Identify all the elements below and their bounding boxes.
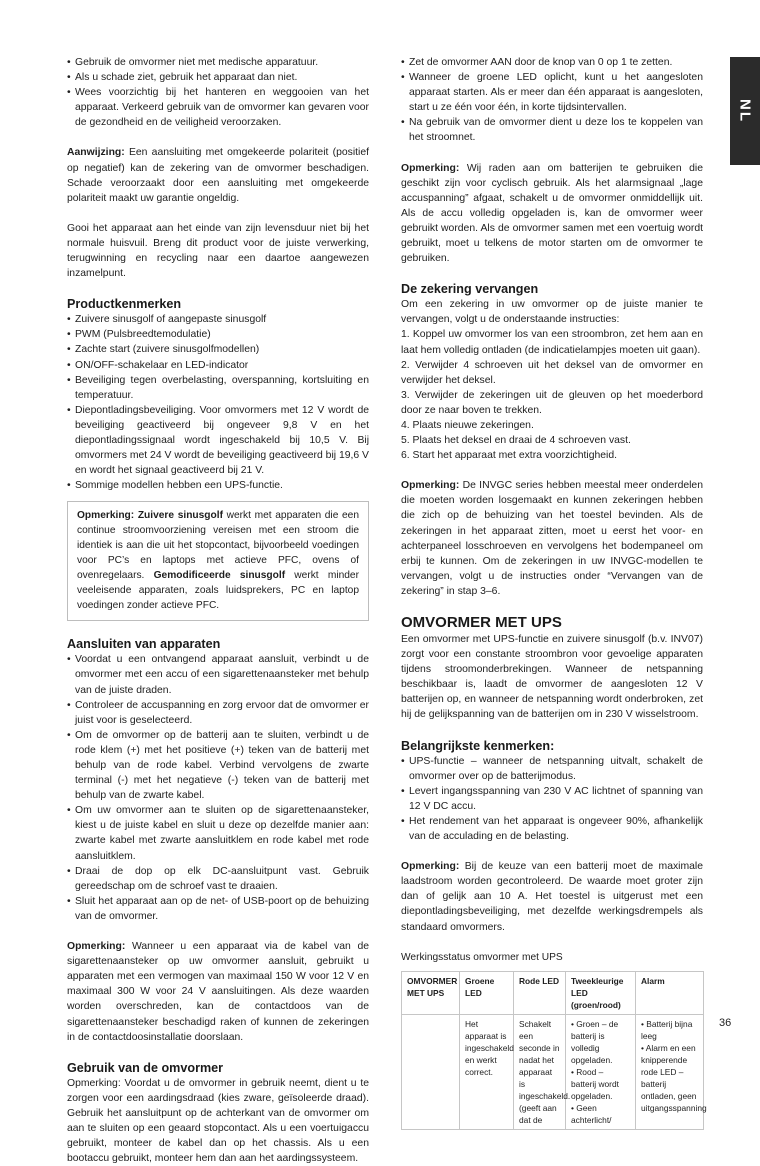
table-header-row bbox=[402, 971, 704, 1014]
table-header-cell: Rode LED bbox=[514, 971, 566, 1014]
polarity-text: Een aansluiting met omgekeerde polariteit (positief op negatief) kan de zekering van de omvormer beschadigen. Schade veroorzaakt door een aansluiting met omgekeerde polariteit maakt uw garantie ongeldig. bbox=[67, 147, 370, 204]
sine-wave-note-box bbox=[67, 501, 369, 621]
sine-note-text-1: werkt met apparaten die een continue stroomvoorziening vereisen met een stroom die identiek is aan die uit het stopcontact, bijvoorbeeld voedingen voor PC’s en laptops met actieve PFC, ovens of ovenregelaars. bbox=[77, 510, 359, 582]
connect-list bbox=[67, 652, 369, 924]
language-tab-label: NL bbox=[736, 99, 754, 123]
list-item: • Het rendement van het apparaat is ongeveer 90%, afhankelijk van de acculading en de belasting. bbox=[401, 814, 703, 844]
connect-note bbox=[67, 939, 369, 1045]
features-heading: Productkenmerken bbox=[67, 297, 182, 312]
list-item: • Wanneer de groene LED oplicht, kunt u het aangesloten apparaat starten. Als er meer dan één apparaat is aangesloten, start u ze één voor één, in korte tijdsintervallen. bbox=[401, 70, 703, 115]
table-cell: Het apparaat is ingeschakeld en werkt correct. bbox=[460, 1014, 514, 1129]
list-item: • Gebruik de omvormer niet met medische apparatuur. bbox=[67, 55, 369, 70]
list-item: • Diepontladingsbeveiliging. Voor omvormers met 12 V wordt de beveiliging geactiveerd bij ongeveer 9,8 V en het diepontladingssignaal wordt ingeschakeld bij 10,5 V. Bij omvormers met 24 V wordt de beveiliging geactiveerd bij 19,6 V en wordt het signaal geactiveerd bij 21 V. bbox=[67, 403, 369, 478]
table-cell: Schakelt een seconde in nadat het apparaat is ingeschakeld. (geeft aan dat de bbox=[514, 1014, 566, 1129]
list-item: • Om uw omvormer aan te sluiten op de sigarettenaansteker, kiest u de juiste kabel en sluit u deze op dezelfde manier aan: zwarte kabel met zwarte aansluitklem en rode kabel met rode aansluitklem. bbox=[67, 803, 369, 863]
list-item: • UPS-functie – wanneer de netspanning uitvalt, schakelt de omvormer over op de batterijmodus. bbox=[401, 754, 703, 784]
cell-line: • Batterij bijna leeg bbox=[641, 1018, 693, 1041]
features-list bbox=[67, 312, 369, 493]
list-item: • Zet de omvormer AAN door de knop van 0 op 1 te zetten. bbox=[401, 55, 703, 70]
connect-note-text: Wanneer u een apparaat via de kabel van de sigarettenaansteker op uw omvormer aansluit, gebruikt u apparaten met een vermogen van maximaal 150 W voor 12 V en maximaal 300 W voor 24 V aansluitingen. Als deze waarden worden overschreden, kan de contactdoos van de sigarettenaansteker beschadigd raken of kunnen de zekeringen in de contactdoosinstallatie doorslaan. bbox=[67, 941, 370, 1043]
list-item: • Levert ingangsspanning van 230 V AC lichtnet of spanning van 12 V DC accu. bbox=[401, 784, 703, 814]
ups-note bbox=[401, 859, 703, 934]
table-header-cell: Tweekleurige LED (groen/rood) bbox=[566, 971, 636, 1014]
sine-wave-note bbox=[77, 508, 359, 613]
ups-status-table bbox=[401, 971, 707, 1130]
list-item: 2. Verwijder 4 schroeven uit het deksel van de omvormer en verwijder het deksel. bbox=[401, 359, 703, 386]
table-cell bbox=[402, 1014, 460, 1129]
battery-note-text: Wij raden aan om batterijen te gebruiken die geschikt zijn voor cyclisch gebruik. Als het alarmsignaal „lage accuspanning” afgaat, schakelt u de omvormer onmiddellijk uit. Als de accu volledig opgeladen is, kan de omvormer weer gebruikt worden. Als de omvormer samen met een voertuig wordt gebruikt, moet u telkens de motor starten om de omvormer te gebruiken. bbox=[401, 162, 703, 265]
key-features-heading: Belangrijkste kenmerken: bbox=[401, 738, 555, 753]
list-item: • Wees voorzichtig bij het hanteren en weggooien van het apparaat. Verkeerd gebruik van de omvormer kan gevaren voor de gezondheid en de veiligheid veroorzaken. bbox=[67, 85, 369, 130]
cell-line: • Groen – de batterij is volledig opgeladen. bbox=[571, 1018, 619, 1065]
table-header-cell: Groene LED bbox=[460, 971, 514, 1014]
table-cell bbox=[566, 1014, 636, 1129]
list-item: 4. Plaats nieuwe zekeringen. bbox=[401, 419, 534, 431]
list-item: • Zachte start (zuivere sinusgolfmodellen) bbox=[67, 342, 369, 357]
usage-heading: Gebruik van de omvormer bbox=[67, 1060, 224, 1075]
list-item: 5. Plaats het deksel en draai de 4 schroeven vast. bbox=[401, 435, 631, 447]
fuse-steps bbox=[401, 327, 703, 463]
polarity-paragraph bbox=[67, 145, 369, 205]
battery-note-label: Opmerking: bbox=[401, 162, 460, 174]
ups-note-text: Bij de keuze van een batterij moet de maximale laadstroom worden gecontroleerd. De waarde moet groter zijn dan of gelijk aan 10 A. Het toestel is uitgerust met een diepontladingsbeveiliging, met dezelfde werkingsdrempels als standaard omvormers. bbox=[401, 861, 703, 933]
list-item: • ON/OFF-schakelaar en LED-indicator bbox=[67, 358, 369, 373]
fuse-note-text: De INVGC series hebben meestal meer onderdelen die moeten worden losgemaakt en kunnen zekeringen hebben die zich op de behuizing van het toestel bevinden. Als de zekeringen in het apparaat zitten, moet u eerst het voor- en achterpaneel losschroeven en vervolgens het bodempaneel om erbij te kunnen. Om de zekeringen in uw INVGC-modellen te vervangen, volgt u de instructies onder “Vervangen van de zekering” in stap 3–6. bbox=[401, 480, 703, 597]
sine-note-label-2: Gemodificeerde sinusgolf bbox=[153, 570, 286, 582]
cell-line: • Rood – batterij wordt opgeladen. bbox=[571, 1066, 619, 1101]
list-item: • Zuivere sinusgolf of aangepaste sinusgolf bbox=[67, 312, 369, 327]
list-item: • Sluit het apparaat aan op de net- of USB-poort op de behuizing van de omvormer. bbox=[67, 894, 369, 924]
sine-note-text-2: werkt minder veeleisende apparaten, zoals luidsprekers, PC en laptop voedingen zonder actieve PFC. bbox=[77, 570, 359, 612]
language-tab bbox=[730, 57, 760, 165]
list-item: • Om de omvormer op de batterij aan te sluiten, verbindt u de rode klem (+) met het positieve (+) teken van de batterij met behulp van de rode kabel. Verbind vervolgens de zwarte terminal (-) met het negatieve (-) teken van de batterij met behulp van de zwarte kabel. bbox=[67, 728, 369, 803]
table-header-cell: OMVORMER MET UPS bbox=[402, 971, 460, 1014]
connect-heading: Aansluiten van apparaten bbox=[67, 637, 221, 652]
fuse-note-label: Opmerking: bbox=[401, 480, 460, 492]
list-item: 6. Start het apparaat met extra voorzichtigheid. bbox=[401, 450, 618, 462]
ups-note-label: Opmerking: bbox=[401, 861, 460, 873]
list-item: • Draai de dop op elk DC-aansluitpunt vast. Gebruik gereedschap om de schroef vast te draaien. bbox=[67, 864, 369, 894]
safety-list bbox=[67, 55, 369, 130]
connect-note-label: Opmerking: bbox=[67, 941, 126, 953]
table-header-cell: Alarm bbox=[636, 971, 704, 1014]
fuse-heading: De zekering vervangen bbox=[401, 282, 539, 297]
list-item: 3. Verwijder de zekeringen uit de gleuven op het moederbord door ze naar boven te trekken. bbox=[401, 389, 703, 416]
left-column bbox=[67, 55, 369, 1166]
list-item: • PWM (Pulsbreedtemodulatie) bbox=[67, 327, 369, 342]
cell-line: • Alarm en een knipperende rode LED – batterij ontladen, geen uitgangsspanning bbox=[641, 1042, 707, 1113]
fuse-note bbox=[401, 478, 703, 599]
list-item: • Sommige modellen hebben een UPS-functie. bbox=[67, 478, 369, 493]
list-item: • Beveiliging tegen overbelasting, overspanning, kortsluiting en temperatuur. bbox=[67, 373, 369, 403]
list-item: • Na gebruik van de omvormer dient u deze los te koppelen van het stroomnet. bbox=[401, 115, 703, 145]
disposal-paragraph: Gooi het apparaat aan het einde van zijn levensduur niet bij het normale huisvuil. Breng dit product voor de juiste verwerking, terugwinning en recycling naar een daartoe aangewezen inzamelpunt. bbox=[67, 222, 369, 280]
page-number: 36 bbox=[719, 1017, 732, 1029]
key-features-list bbox=[401, 754, 703, 845]
table-title: Werkingsstatus omvormer met UPS bbox=[401, 951, 563, 963]
start-list bbox=[401, 55, 703, 146]
list-item: 1. Koppel uw omvormer los van een stroombron, zet hem aan en laat hem volledig ontladen (de indicatielampjes moeten uit gaan). bbox=[401, 329, 703, 356]
list-item: • Controleer de accuspanning en zorg ervoor dat de omvormer er juist voor is geselecteerd. bbox=[67, 698, 369, 728]
usage-paragraph: Opmerking: Voordat u de omvormer in gebruik neemt, dient u te zorgen voor een aardingsdraad (kies zware, geïsoleerde draad). Gebruik het aansluitpunt op de achterkant van de omvormer om aan te sluiten op een geaard stopcontact. Als u een voertuigaccu gebruikt, monteer de kabel dan op het chassis. Als u een bootaccu gebruikt, monteer hem dan aan het aardingssysteem. bbox=[67, 1077, 369, 1165]
battery-note bbox=[401, 161, 703, 267]
list-item: • Als u schade ziet, gebruik het apparaat dan niet. bbox=[67, 70, 369, 85]
ups-heading: OMVORMER MET UPS bbox=[401, 614, 562, 631]
fuse-intro: Om een zekering in uw omvormer op de juiste manier te vervangen, volgt u de onderstaande instructies: bbox=[401, 299, 703, 326]
polarity-label: Aanwijzing: bbox=[67, 147, 125, 159]
table-row bbox=[402, 1014, 704, 1129]
list-item: • Voordat u een ontvangend apparaat aansluit, verbindt u de omvormer met een accu of een sigarettenaansteker met behulp van de juiste draden. bbox=[67, 652, 369, 697]
table-cell bbox=[636, 1014, 707, 1129]
right-column bbox=[401, 55, 707, 1130]
cell-line: • Geen achterlicht/ bbox=[571, 1102, 612, 1125]
ups-paragraph: Een omvormer met UPS-functie en zuivere sinusgolf (b.v. INV07) zorgt voor een constante stroombron voor gevoelige apparaten tijdens stroomonderbrekingen. Wanneer de netspanning beschikbaar is, laadt de omvormer de aangesloten 12 V batterijen op, en wanneer de netspanning wordt onderbroken, zet hij de gelijkspanning van de batterijen om in 230 V wisselstroom. bbox=[401, 634, 703, 721]
sine-note-label: Opmerking: Zuivere sinusgolf bbox=[77, 510, 223, 522]
